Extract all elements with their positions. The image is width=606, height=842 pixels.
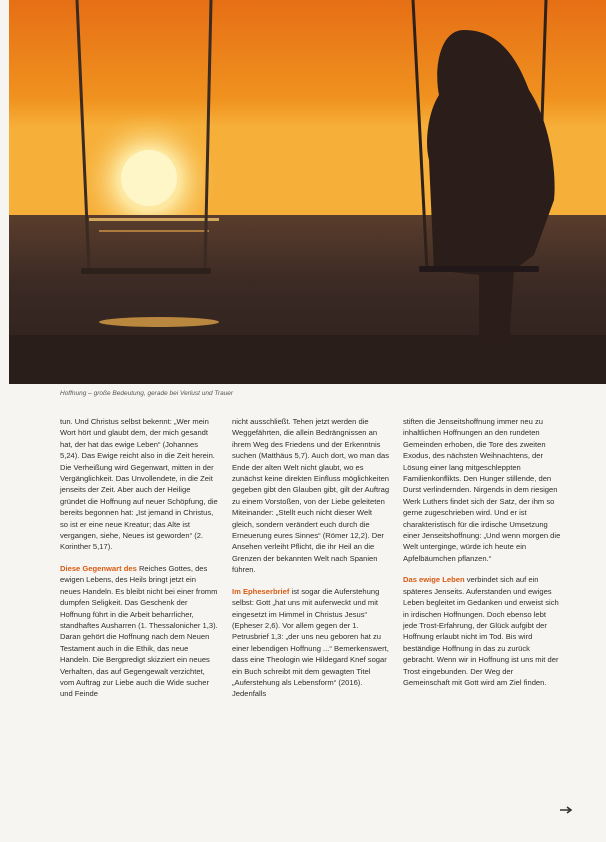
text-column-2 — [232, 416, 390, 710]
paragraph — [60, 416, 218, 553]
continue-arrow-icon — [560, 806, 574, 814]
paragraph — [232, 416, 390, 576]
paragraph-lead: Diese Gegenwart des — [60, 563, 137, 573]
paragraph — [232, 586, 390, 700]
paragraph — [403, 416, 561, 564]
paragraph-lead: Das ewige Leben — [403, 575, 465, 585]
text-column-3 — [403, 416, 561, 698]
photo-illustration — [9, 0, 606, 384]
paragraph-text: nicht ausschließt. Tehen jetzt werden die Weggefährten, die allein Bedrängnissen an ihrem Weg des Friedens und der Erkenntnis suchen (Matthäus 5,7). Auch dort, wo man das Ende der alten Welt nicht glaubt, wo es zunächst keine direkten Einfluss möglichkeiten gegeben gibt den Glauben gibt, gilt der Auftrag zu einem Vorstoßen, von der Liebe geleiteten Miteinander: „Stellt euch nicht dieser Welt gleich, sondern verändert euch durch die Erneuerung eures Sinnes“ (Römer 12,2). Der Ansehen verleiht Pflicht, die ihr Heil an die Grenzen der bekannten Welt nach Spanien führen. — [232, 417, 390, 575]
text-column-1 — [60, 416, 218, 710]
photo-caption: Hoffnung – große Bedeutung, gerade bei Verlust und Trauer — [60, 390, 234, 397]
paragraph-text: ist sogar die Auferstehung selbst: Gott „hat uns mit auferweckt und mit eingesetzt im Himmel in Christus Jesus“ (Epheser 2,6). Vor allem gegen der 1. Petrusbrief 1,3: „der uns neu geboren hat zu einer lebendigen Hoffnung ...“ Bemerkenswert, dass eine Theologin wie Hildegard Knef sogar ein Buch schreibt mit dem gewagten Titel „Auferstehung als Lebensform“ (2016). Jedenfalls — [232, 586, 389, 699]
paragraph-text: tun. Und Christus selbst bekennt: „Wer mein Wort hört und glaubt dem, der mich gesandt hat, der hat das ewige Leben“ (Johannes 5,24). Das Ewige reicht also in die Zeit herein. Die Verheißung wird Gegenwart, mitten in der Vergänglichkeit. Das Unvollendete, in die Zeit jenseits der Zeit. Aber auch der Heilige gründet die Hoffnung auf neuer Schöpfung, die bereits begonnen hat: „Ist jemand in Christus, so ist er eine neue Kreatur; das Alte ist vergangen, siehe, Neues ist geworden“ (2. Korinther 5,17). — [60, 417, 218, 552]
swing-sunset-photo — [9, 0, 606, 384]
paragraph — [403, 574, 561, 688]
paragraph-lead: Im Epheserbrief — [232, 586, 290, 596]
paragraph-text: verbindet sich auf ein späteres Jenseits. Auferstanden und ewiges Leben begleitet im Gedanken und erweist sich in irdischen Hoffnungen. Doch ebenso lebt jede Trost-Erfahrung, der Glück aufgibt der Hoffnung erlaubt nicht im Tod. Bis wird beständige Hoffnung in das zu zurück gebracht. Wenn wir in Hoffnung ist uns mit der Trost eingebunden. Der Weg der Gemeinschaft mit Gott wird am Ziel finden. — [403, 575, 559, 687]
paragraph — [60, 563, 218, 700]
paragraph-text: stiften die Jenseitshoffnung immer neu zu inhaltlichen Hoffnungen an den rundeten Gemeinden erhoben, die Tore des zweiten Exodus, des nächsten Weihnachtens, der Lösung einer lang mitgeschleppten Familienkonflikts. Den Hunger stillende, den Durst verlindernden. Nirgends in dem riesigen Werk Luthers findet sich der Satz, der ihm so gerne zugeschrieben wird. Und er ist charakteristisch für die irdische Umsetzung einer Jenseitshoffnung: „Und wenn morgen die Welt unterginge, würde ich heute ein Apfelbäumchen pflanzen.“ — [403, 417, 561, 563]
paragraph-text: Reiches Gottes, des ewigen Lebens, des Heils bringt jetzt ein neues Handeln. Es bleibt nicht bei einer fromm dumpfen Seligkeit. Das Geschenk der Hoffnung führt in die Arbeit beharrlicher, standhaftes Ausharren (1. Thessalonicher 1,3). Daran gehört die Hoffnung nach dem Neuen Testament auch in die Ethik, das neue Handeln. Die Bergpredigt skizziert ein neues Verhalten, das auf Gegengewalt verzichtet, vom Auftrag zur Liebe auch die Wide sucher und Feinde — [60, 563, 218, 699]
